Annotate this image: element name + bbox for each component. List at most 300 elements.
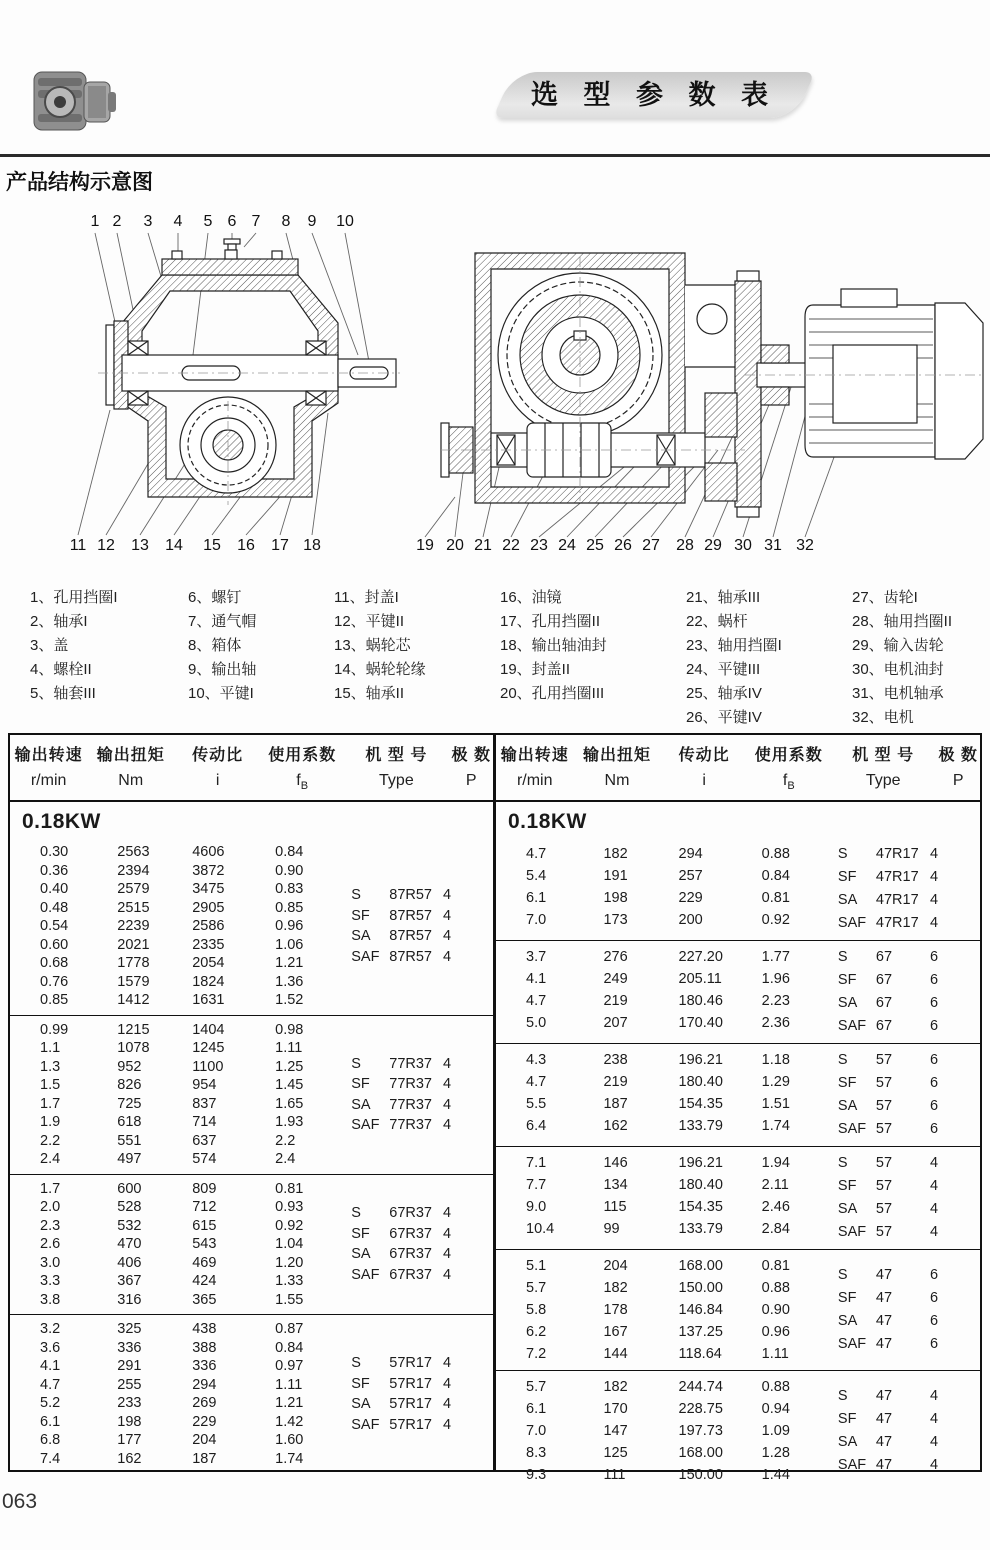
col-ratio: 传动比 i bbox=[678, 747, 730, 789]
type-row bbox=[343, 926, 493, 947]
callout-12: 12 bbox=[97, 537, 115, 554]
selection-tables bbox=[8, 733, 982, 1484]
legend-column bbox=[852, 586, 970, 730]
column-ratio bbox=[174, 843, 261, 1010]
cell-torque: 146 bbox=[603, 1155, 628, 1172]
cell-ratio: 168.00 bbox=[678, 1445, 723, 1462]
cell-ratio: 294 bbox=[192, 1376, 217, 1393]
column-ratio bbox=[661, 1152, 748, 1244]
cell-torque: 367 bbox=[117, 1273, 142, 1290]
breather-hole bbox=[697, 304, 727, 334]
cell-speed: 2.0 bbox=[40, 1199, 61, 1216]
cell-speed: 0.40 bbox=[40, 881, 69, 898]
cell-torque: 182 bbox=[603, 1379, 628, 1396]
input-pinion-upper bbox=[761, 345, 789, 363]
column-type-pole bbox=[830, 1376, 980, 1486]
cell-ratio: 714 bbox=[192, 1114, 217, 1131]
cell-type-prefix: S bbox=[837, 1267, 848, 1284]
cell-torque: 600 bbox=[117, 1180, 142, 1197]
col-factor: 使用系数 $f_B$ bbox=[268, 747, 337, 793]
col-speed: 输出转速 r/min bbox=[500, 747, 569, 789]
cell-torque: 187 bbox=[603, 1096, 628, 1113]
cell-ratio: 837 bbox=[192, 1095, 217, 1112]
type-row bbox=[830, 1152, 980, 1175]
column-factor bbox=[748, 1255, 830, 1365]
cell-speed: 4.7 bbox=[526, 846, 547, 863]
cell-type-model: 47 bbox=[875, 1411, 893, 1428]
legend-column bbox=[686, 586, 852, 730]
legend-item: 24、平键III bbox=[686, 661, 761, 678]
cell-torque: 198 bbox=[117, 1413, 142, 1430]
cell-ratio: 1631 bbox=[192, 992, 225, 1009]
type-row bbox=[343, 947, 493, 968]
cell-type-prefix: SA bbox=[837, 995, 858, 1012]
cell-torque: 255 bbox=[117, 1376, 142, 1393]
cell-ratio: 543 bbox=[192, 1236, 217, 1253]
cell-factor: 1.55 bbox=[275, 1291, 304, 1308]
column-type-pole bbox=[343, 1320, 493, 1468]
cell-torque: 249 bbox=[603, 971, 628, 988]
column-speed bbox=[496, 946, 573, 1038]
table-body-right bbox=[496, 838, 980, 1491]
cell-speed: 6.4 bbox=[526, 1118, 547, 1135]
cell-pole: 4 bbox=[442, 1246, 452, 1263]
cell-pole: 4 bbox=[442, 1396, 452, 1413]
cell-ratio: 2335 bbox=[192, 936, 225, 953]
cell-speed: 7.1 bbox=[526, 1155, 547, 1172]
cell-ratio: 229 bbox=[678, 890, 703, 907]
cell-pole: 6 bbox=[929, 949, 939, 966]
cell-type-model: 47R17 bbox=[875, 846, 919, 863]
cell-torque: 238 bbox=[603, 1052, 628, 1069]
cell-factor: 2.4 bbox=[275, 1151, 296, 1168]
cell-type-prefix: S bbox=[837, 1155, 848, 1172]
cell-speed: 5.8 bbox=[526, 1302, 547, 1319]
column-factor bbox=[748, 946, 830, 1038]
column-factor bbox=[748, 1049, 830, 1141]
cell-factor: 1.36 bbox=[275, 973, 304, 990]
cell-factor: 0.85 bbox=[275, 899, 304, 916]
cell-speed: 0.76 bbox=[40, 973, 69, 990]
cell-speed: 4.3 bbox=[526, 1052, 547, 1069]
callout-4: 4 bbox=[173, 213, 183, 230]
table-body-left bbox=[10, 838, 493, 1473]
cell-type-prefix: SAF bbox=[351, 1416, 380, 1433]
cell-speed: 1.3 bbox=[40, 1058, 61, 1075]
cell-pole: 4 bbox=[442, 1416, 452, 1433]
ratio-block bbox=[496, 940, 980, 1043]
cell-speed: 0.85 bbox=[40, 992, 69, 1009]
gear-1-upper bbox=[705, 393, 737, 437]
type-row bbox=[830, 1408, 980, 1431]
column-speed bbox=[496, 1376, 573, 1486]
cell-type-prefix: SF bbox=[351, 1225, 370, 1242]
selection-table-left bbox=[8, 733, 495, 1472]
legend-item: 18、输出轴油封 bbox=[500, 637, 607, 654]
cell-type-prefix: S bbox=[351, 1355, 361, 1372]
ratio-block bbox=[496, 838, 980, 940]
cell-type-model: 47 bbox=[875, 1336, 893, 1353]
column-type-pole bbox=[343, 1180, 493, 1310]
callout-27: 27 bbox=[642, 537, 660, 554]
legend bbox=[30, 586, 970, 730]
cell-ratio: 196.21 bbox=[678, 1052, 723, 1069]
cell-pole: 6 bbox=[929, 1336, 939, 1353]
legend-item: 27、齿轮I bbox=[852, 589, 918, 606]
column-factor bbox=[748, 843, 830, 935]
bearing-left-top bbox=[128, 341, 148, 355]
cell-type-model: 57 bbox=[875, 1075, 893, 1092]
callout-11: 11 bbox=[69, 537, 87, 554]
cell-pole: 4 bbox=[442, 948, 452, 965]
cell-type-prefix: SA bbox=[351, 1396, 371, 1413]
cell-torque: 111 bbox=[603, 1467, 626, 1484]
cell-speed: 5.7 bbox=[526, 1280, 547, 1297]
cell-factor: 0.84 bbox=[275, 844, 304, 861]
cell-pole: 6 bbox=[929, 1121, 939, 1138]
legend-item: 9、输出轴 bbox=[188, 661, 257, 678]
cell-ratio: 637 bbox=[192, 1132, 217, 1149]
ratio-block bbox=[10, 1314, 493, 1473]
type-row bbox=[830, 1015, 980, 1038]
col-type: 机 型 号 Type bbox=[852, 747, 915, 789]
cell-speed: 10.4 bbox=[526, 1221, 555, 1238]
end-cover-outer bbox=[106, 325, 114, 405]
legend-item: 26、平键IV bbox=[686, 709, 762, 726]
type-row bbox=[830, 1049, 980, 1072]
cell-type-model: 47 bbox=[875, 1388, 893, 1405]
gear-1-lower bbox=[705, 463, 737, 501]
header-divider bbox=[0, 154, 990, 157]
callout-10: 10 bbox=[336, 213, 354, 230]
cell-speed: 0.99 bbox=[40, 1021, 69, 1038]
cell-pole: 4 bbox=[929, 1434, 939, 1451]
cell-speed: 7.0 bbox=[526, 1423, 547, 1440]
ratio-block bbox=[496, 1249, 980, 1370]
column-type-pole bbox=[830, 1152, 980, 1244]
legend-item: 28、轴用挡圈II bbox=[852, 613, 953, 630]
cell-type-model: 77R37 bbox=[389, 1117, 432, 1134]
callout-7: 7 bbox=[251, 213, 261, 230]
column-speed bbox=[10, 1180, 87, 1310]
legend-item: 7、通气帽 bbox=[188, 613, 257, 630]
ratio-block bbox=[496, 1043, 980, 1146]
cell-ratio: 154.35 bbox=[678, 1199, 723, 1216]
cell-pole: 4 bbox=[929, 1155, 939, 1172]
column-speed bbox=[10, 1320, 87, 1468]
cell-ratio: 180.40 bbox=[678, 1177, 723, 1194]
cell-type-prefix: SF bbox=[351, 1375, 370, 1392]
column-torque bbox=[573, 1049, 660, 1141]
column-type-pole bbox=[830, 843, 980, 935]
motor-terminal-box bbox=[841, 289, 897, 307]
gearbox-front-section-diagram bbox=[60, 205, 400, 570]
column-factor bbox=[261, 1180, 343, 1310]
cell-torque: 276 bbox=[603, 949, 628, 966]
type-row bbox=[343, 1095, 493, 1116]
cell-type-prefix: S bbox=[351, 1205, 361, 1222]
cell-ratio: 197.73 bbox=[678, 1423, 723, 1440]
type-row bbox=[830, 1431, 980, 1454]
cell-ratio: 2586 bbox=[192, 918, 225, 935]
cell-factor: 2.36 bbox=[761, 1015, 790, 1032]
legend-item: 10、平键I bbox=[188, 685, 254, 702]
cell-type-model: 67R37 bbox=[389, 1205, 432, 1222]
cell-ratio: 204 bbox=[192, 1432, 217, 1449]
cell-torque: 144 bbox=[603, 1346, 628, 1363]
ratio-block bbox=[496, 1370, 980, 1491]
cell-ratio: 4606 bbox=[192, 844, 225, 861]
cell-speed: 2.2 bbox=[40, 1132, 61, 1149]
cell-pole: 4 bbox=[442, 1355, 452, 1372]
cell-type-model: 57 bbox=[875, 1098, 893, 1115]
cell-speed: 1.7 bbox=[40, 1095, 61, 1112]
selection-table-right bbox=[495, 733, 982, 1484]
cell-factor: 1.18 bbox=[761, 1052, 790, 1069]
cell-torque: 2515 bbox=[117, 899, 150, 916]
power-group-label: 0.18KW bbox=[508, 810, 587, 834]
type-row bbox=[830, 843, 980, 866]
cell-type-model: 57R17 bbox=[389, 1416, 432, 1433]
type-row bbox=[343, 906, 493, 927]
cell-ratio: 3475 bbox=[192, 881, 225, 898]
col-factor: 使用系数 $f_B$ bbox=[754, 747, 823, 793]
cell-type-model: 87R57 bbox=[389, 907, 432, 924]
cell-factor: 1.42 bbox=[275, 1413, 304, 1430]
callout-16: 16 bbox=[237, 537, 255, 554]
cell-factor: 0.93 bbox=[275, 1199, 304, 1216]
cell-torque: 191 bbox=[603, 868, 628, 885]
legend-item: 23、轴用挡圈I bbox=[686, 637, 782, 654]
column-type-pole bbox=[830, 1049, 980, 1141]
cell-speed: 5.4 bbox=[526, 868, 547, 885]
column-ratio bbox=[174, 1320, 261, 1468]
input-pinion-lower bbox=[761, 387, 789, 405]
column-factor bbox=[748, 1152, 830, 1244]
gearbox-side-section-diagram bbox=[405, 205, 987, 570]
cell-torque: 532 bbox=[117, 1217, 142, 1234]
cell-speed: 4.7 bbox=[526, 993, 547, 1010]
col-pole: 极 数 P bbox=[451, 747, 491, 789]
type-row bbox=[830, 946, 980, 969]
cell-factor: 2.11 bbox=[761, 1177, 789, 1194]
cell-ratio: 809 bbox=[192, 1180, 217, 1197]
cell-ratio: 336 bbox=[192, 1358, 217, 1375]
column-factor bbox=[261, 1320, 343, 1468]
callout-26: 26 bbox=[614, 537, 632, 554]
column-ratio bbox=[174, 1021, 261, 1169]
cell-torque: 170 bbox=[603, 1401, 628, 1418]
cell-pole: 4 bbox=[442, 1096, 452, 1113]
cell-type-model: 77R37 bbox=[389, 1096, 432, 1113]
cell-type-model: 57 bbox=[875, 1155, 893, 1172]
cell-type-model: 57 bbox=[875, 1121, 893, 1138]
cell-torque: 325 bbox=[117, 1321, 142, 1338]
cell-factor: 0.92 bbox=[275, 1217, 304, 1234]
cell-speed: 2.3 bbox=[40, 1217, 61, 1234]
cell-ratio: 168.00 bbox=[678, 1258, 723, 1275]
cell-factor: 0.81 bbox=[761, 890, 790, 907]
cell-ratio: 1245 bbox=[192, 1040, 225, 1057]
bearing-right-bottom bbox=[306, 391, 326, 405]
cell-type-prefix: SF bbox=[351, 1076, 370, 1093]
column-type-pole bbox=[830, 946, 980, 1038]
type-row bbox=[343, 1054, 493, 1075]
column-torque bbox=[573, 946, 660, 1038]
cell-torque: 725 bbox=[117, 1095, 142, 1112]
cell-type-model: 47 bbox=[875, 1457, 893, 1474]
cell-speed: 5.2 bbox=[40, 1395, 61, 1412]
cell-torque: 1078 bbox=[117, 1040, 150, 1057]
cell-ratio: 3872 bbox=[192, 862, 225, 879]
column-torque bbox=[573, 843, 660, 935]
ratio-block bbox=[10, 1015, 493, 1174]
cell-pole: 4 bbox=[929, 1201, 939, 1218]
cell-type-prefix: SA bbox=[351, 928, 371, 945]
column-speed bbox=[10, 843, 87, 1010]
column-type-pole bbox=[830, 1255, 980, 1365]
cell-pole: 6 bbox=[929, 1267, 939, 1284]
cell-ratio: 1404 bbox=[192, 1021, 225, 1038]
cell-type-prefix: SF bbox=[837, 1075, 857, 1092]
cell-factor: 0.88 bbox=[761, 846, 790, 863]
col-torque: 输出扭矩 Nm bbox=[582, 747, 651, 789]
type-row bbox=[830, 866, 980, 889]
cell-factor: 1.74 bbox=[275, 1450, 304, 1467]
cell-ratio: 2905 bbox=[192, 899, 225, 916]
cell-speed: 6.2 bbox=[526, 1324, 547, 1341]
ratio-block bbox=[496, 1146, 980, 1249]
type-row bbox=[830, 1264, 980, 1287]
cell-factor: 1.51 bbox=[761, 1096, 790, 1113]
cell-factor: 1.28 bbox=[761, 1445, 790, 1462]
callout-22: 22 bbox=[502, 537, 520, 554]
cell-torque: 219 bbox=[603, 1074, 628, 1091]
cell-factor: 0.83 bbox=[275, 881, 304, 898]
cell-torque: 1778 bbox=[117, 955, 150, 972]
cell-pole: 6 bbox=[929, 1313, 939, 1330]
cell-type-prefix: SAF bbox=[351, 948, 380, 965]
callout-14: 14 bbox=[165, 537, 183, 554]
cell-torque: 470 bbox=[117, 1236, 142, 1253]
column-speed bbox=[496, 1049, 573, 1141]
cell-pole: 4 bbox=[442, 928, 452, 945]
cell-factor: 0.94 bbox=[761, 1401, 790, 1418]
cell-type-model: 57 bbox=[875, 1178, 893, 1195]
cell-torque: 1215 bbox=[117, 1021, 150, 1038]
type-row bbox=[343, 885, 493, 906]
type-row bbox=[830, 1385, 980, 1408]
callout-21: 21 bbox=[474, 537, 492, 554]
cell-torque: 2021 bbox=[117, 936, 150, 953]
page-title: 选 型 参 数 表 bbox=[530, 80, 777, 110]
cell-factor: 1.21 bbox=[275, 1395, 304, 1412]
legend-item: 31、电机轴承 bbox=[852, 685, 944, 702]
cell-ratio: 438 bbox=[192, 1321, 217, 1338]
cell-speed: 0.68 bbox=[40, 955, 69, 972]
cell-type-prefix: SA bbox=[837, 892, 858, 909]
cell-factor: 2.23 bbox=[761, 993, 790, 1010]
cell-ratio: 133.79 bbox=[678, 1118, 723, 1135]
legend-item: 20、孔用挡圈III bbox=[500, 685, 605, 702]
column-factor bbox=[748, 1376, 830, 1486]
legend-item: 30、电机油封 bbox=[852, 661, 944, 678]
type-row bbox=[830, 889, 980, 912]
col-type: 机 型 号 Type bbox=[365, 747, 428, 789]
cell-speed: 3.3 bbox=[40, 1273, 61, 1290]
cell-type-prefix: SA bbox=[837, 1313, 858, 1330]
cell-factor: 1.11 bbox=[275, 1040, 303, 1057]
callout-25: 25 bbox=[586, 537, 604, 554]
cell-speed: 0.36 bbox=[40, 862, 69, 879]
cell-factor: 0.98 bbox=[275, 1021, 304, 1038]
cell-ratio: 244.74 bbox=[678, 1379, 723, 1396]
legend-item: 6、螺钉 bbox=[188, 589, 242, 606]
cell-type-model: 67 bbox=[875, 972, 893, 989]
top-cover bbox=[162, 259, 298, 275]
cell-type-prefix: SA bbox=[837, 1098, 858, 1115]
cell-speed: 7.4 bbox=[40, 1450, 61, 1467]
cell-torque: 528 bbox=[117, 1199, 142, 1216]
cell-torque: 167 bbox=[603, 1324, 628, 1341]
cell-ratio: 205.11 bbox=[678, 971, 722, 988]
cell-torque: 952 bbox=[117, 1058, 142, 1075]
cell-type-prefix: SAF bbox=[351, 1266, 380, 1283]
cell-ratio: 227.20 bbox=[678, 949, 723, 966]
flange-bolt-top bbox=[737, 271, 759, 281]
cell-type-model: 77R37 bbox=[389, 1076, 432, 1093]
cell-speed: 9.0 bbox=[526, 1199, 547, 1216]
cell-pole: 6 bbox=[929, 972, 939, 989]
cell-type-model: 47 bbox=[875, 1290, 893, 1307]
type-row bbox=[343, 1353, 493, 1374]
column-torque bbox=[573, 1152, 660, 1244]
cell-torque: 162 bbox=[117, 1450, 142, 1467]
legend-item: 22、蜗杆 bbox=[686, 613, 748, 630]
cell-type-model: 87R57 bbox=[389, 887, 432, 904]
cell-speed: 6.1 bbox=[526, 1401, 547, 1418]
cell-factor: 0.88 bbox=[761, 1379, 790, 1396]
cell-torque: 336 bbox=[117, 1339, 142, 1356]
cell-type-model: 57R17 bbox=[389, 1396, 432, 1413]
callout-20: 20 bbox=[446, 537, 464, 554]
cell-speed: 1.9 bbox=[40, 1114, 61, 1131]
cell-factor: 0.84 bbox=[761, 868, 790, 885]
cell-torque: 173 bbox=[603, 912, 628, 929]
cell-factor: 2.84 bbox=[761, 1221, 790, 1238]
cell-factor: 0.96 bbox=[275, 918, 304, 935]
cell-type-prefix: SAF bbox=[837, 1018, 867, 1035]
callout-31: 31 bbox=[764, 537, 782, 554]
cell-speed: 3.6 bbox=[40, 1339, 61, 1356]
cell-type-prefix: SF bbox=[351, 907, 370, 924]
callout-6: 6 bbox=[227, 213, 237, 230]
cell-speed: 2.6 bbox=[40, 1236, 61, 1253]
callout-3: 3 bbox=[143, 213, 153, 230]
cell-factor: 0.90 bbox=[761, 1302, 790, 1319]
type-row bbox=[343, 1394, 493, 1415]
type-row bbox=[343, 1265, 493, 1286]
keyway-1 bbox=[182, 366, 240, 380]
legend-item: 17、孔用挡圈II bbox=[500, 613, 601, 630]
cell-torque: 1412 bbox=[117, 992, 150, 1009]
type-row bbox=[830, 1072, 980, 1095]
gearbox-front-section-drawing bbox=[60, 205, 400, 570]
cell-ratio: 574 bbox=[192, 1151, 217, 1168]
cell-torque: 147 bbox=[603, 1423, 628, 1440]
cell-ratio: 1100 bbox=[192, 1058, 224, 1075]
type-row bbox=[830, 1198, 980, 1221]
